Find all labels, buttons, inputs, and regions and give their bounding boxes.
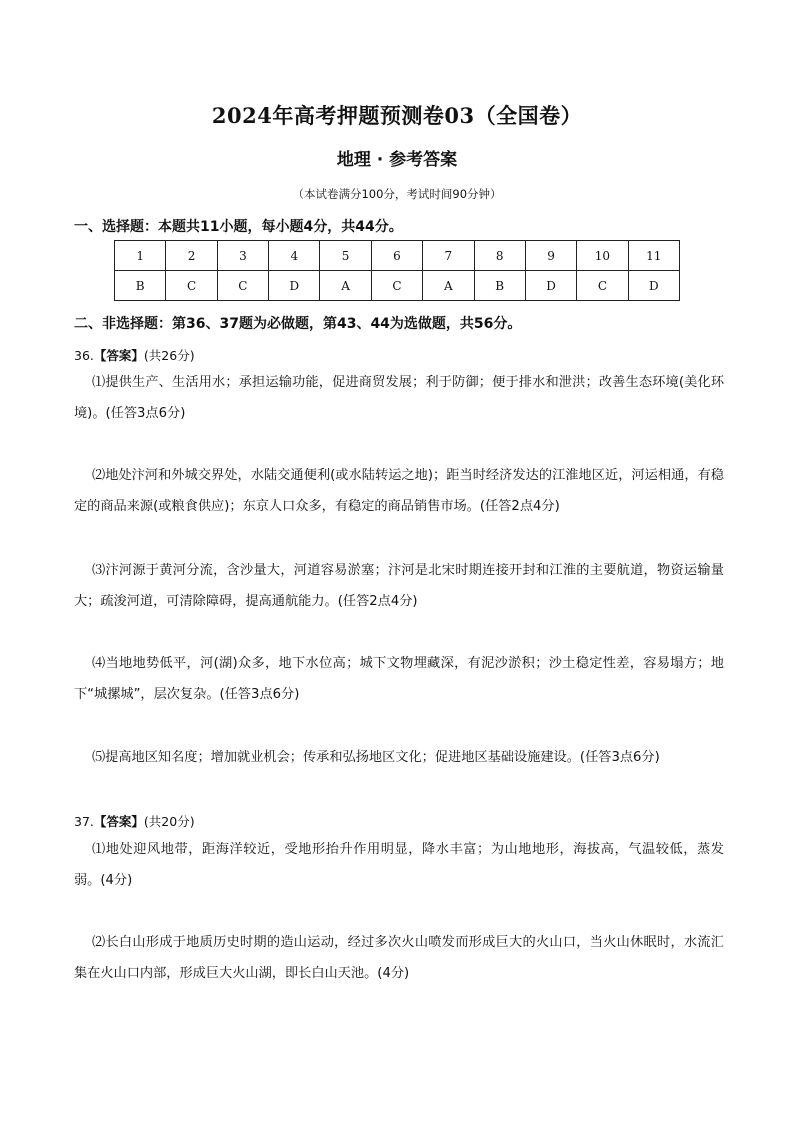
answer-cell: A xyxy=(423,271,474,301)
answer-cell: C xyxy=(371,271,422,301)
answer-part: ⑶汴河源于黄河分流，含沙量大，河道容易淤塞；汴河是北宋时期连接开封和江淮的主要航道，物资运输量大；疏浚河道，可清除障碍，提高通航能力。(任答2点4分) xyxy=(74,563,724,609)
question-number-cell: 4 xyxy=(269,241,320,271)
question-number-cell: 8 xyxy=(474,241,525,271)
exam-note: （本试卷满分100分，考试时间90分钟） xyxy=(292,187,502,201)
answer-cell: B xyxy=(474,271,525,301)
answer-cell: D xyxy=(269,271,320,301)
question-number-cell: 10 xyxy=(577,241,628,271)
answer-tag: 【答案】 xyxy=(93,348,144,363)
page-subtitle: 地理 · 参考答案 xyxy=(336,150,458,170)
answer-part: ⑸提高地区知名度；增加就业机会；传承和弘扬地区文化；促进地区基础设施建设。(任答3点6分) xyxy=(92,750,660,765)
question-36-header xyxy=(74,346,195,364)
question-number-cell: 1 xyxy=(115,241,166,271)
question-number-cell: 3 xyxy=(217,241,268,271)
answer-cell: A xyxy=(320,271,371,301)
question-number-cell: 9 xyxy=(525,241,576,271)
question-number-cell: 5 xyxy=(320,241,371,271)
question-number-cell: 11 xyxy=(628,241,679,271)
question-number-cell: 2 xyxy=(166,241,217,271)
section-heading-choice: 一、选择题：本题共11小题，每小题4分，共44分。 xyxy=(74,219,403,235)
page-title: 2024年高考押题预测卷03（全国卷） xyxy=(211,103,583,128)
section-heading-nonchoice: 二、非选择题：第36、37题为必做题，第43、44为选做题，共56分。 xyxy=(74,316,522,332)
question-number-cell: 6 xyxy=(371,241,422,271)
answer-cell: C xyxy=(217,271,268,301)
answer-part: ⑷当地地势低平，河(湖)众多，地下水位高；城下文物埋藏深，有泥沙淤积；沙土稳定性差，容易塌方；地下“城摞城”，层次复杂。(任答3点6分) xyxy=(74,656,724,702)
answer-cell: D xyxy=(628,271,679,301)
question-37-header xyxy=(74,812,195,830)
answer-table xyxy=(114,240,680,301)
question-number: 37. xyxy=(74,814,94,829)
answer-part: ⑴地处迎风地带，距海洋较近，受地形抬升作用明显，降水丰富；为山地地形，海拔高，气温较低，蒸发弱。(4分) xyxy=(74,842,724,888)
answer-table-number-row xyxy=(115,241,680,271)
answer-tag: 【答案】 xyxy=(93,814,144,829)
answer-table-answer-row xyxy=(115,271,680,301)
question-number: 36. xyxy=(74,348,94,363)
question-number-cell: 7 xyxy=(423,241,474,271)
answer-cell: D xyxy=(525,271,576,301)
answer-part: ⑵长白山形成于地质历史时期的造山运动，经过多次火山喷发而形成巨大的火山口，当火山休眠时，水流汇集在火山口内部，形成巨大火山湖，即长白山天池。(4分) xyxy=(74,935,724,981)
answer-cell: C xyxy=(166,271,217,301)
answer-cell: B xyxy=(115,271,166,301)
answer-part: ⑵地处汴河和外城交界处，水陆交通便利(或水陆转运之地)；距当时经济发达的江淮地区近，河运相通，有稳定的商品来源(或粮食供应)；东京人口众多，有稳定的商品销售市场。(任答2点4分) xyxy=(74,468,724,514)
answer-cell: C xyxy=(577,271,628,301)
answer-part: ⑴提供生产、生活用水；承担运输功能，促进商贸发展；利于防御；便于排水和泄洪；改善生态环境(美化环境)。(任答3点6分) xyxy=(74,375,724,421)
question-points: (共20分) xyxy=(143,814,195,829)
question-points: (共26分) xyxy=(143,348,195,363)
